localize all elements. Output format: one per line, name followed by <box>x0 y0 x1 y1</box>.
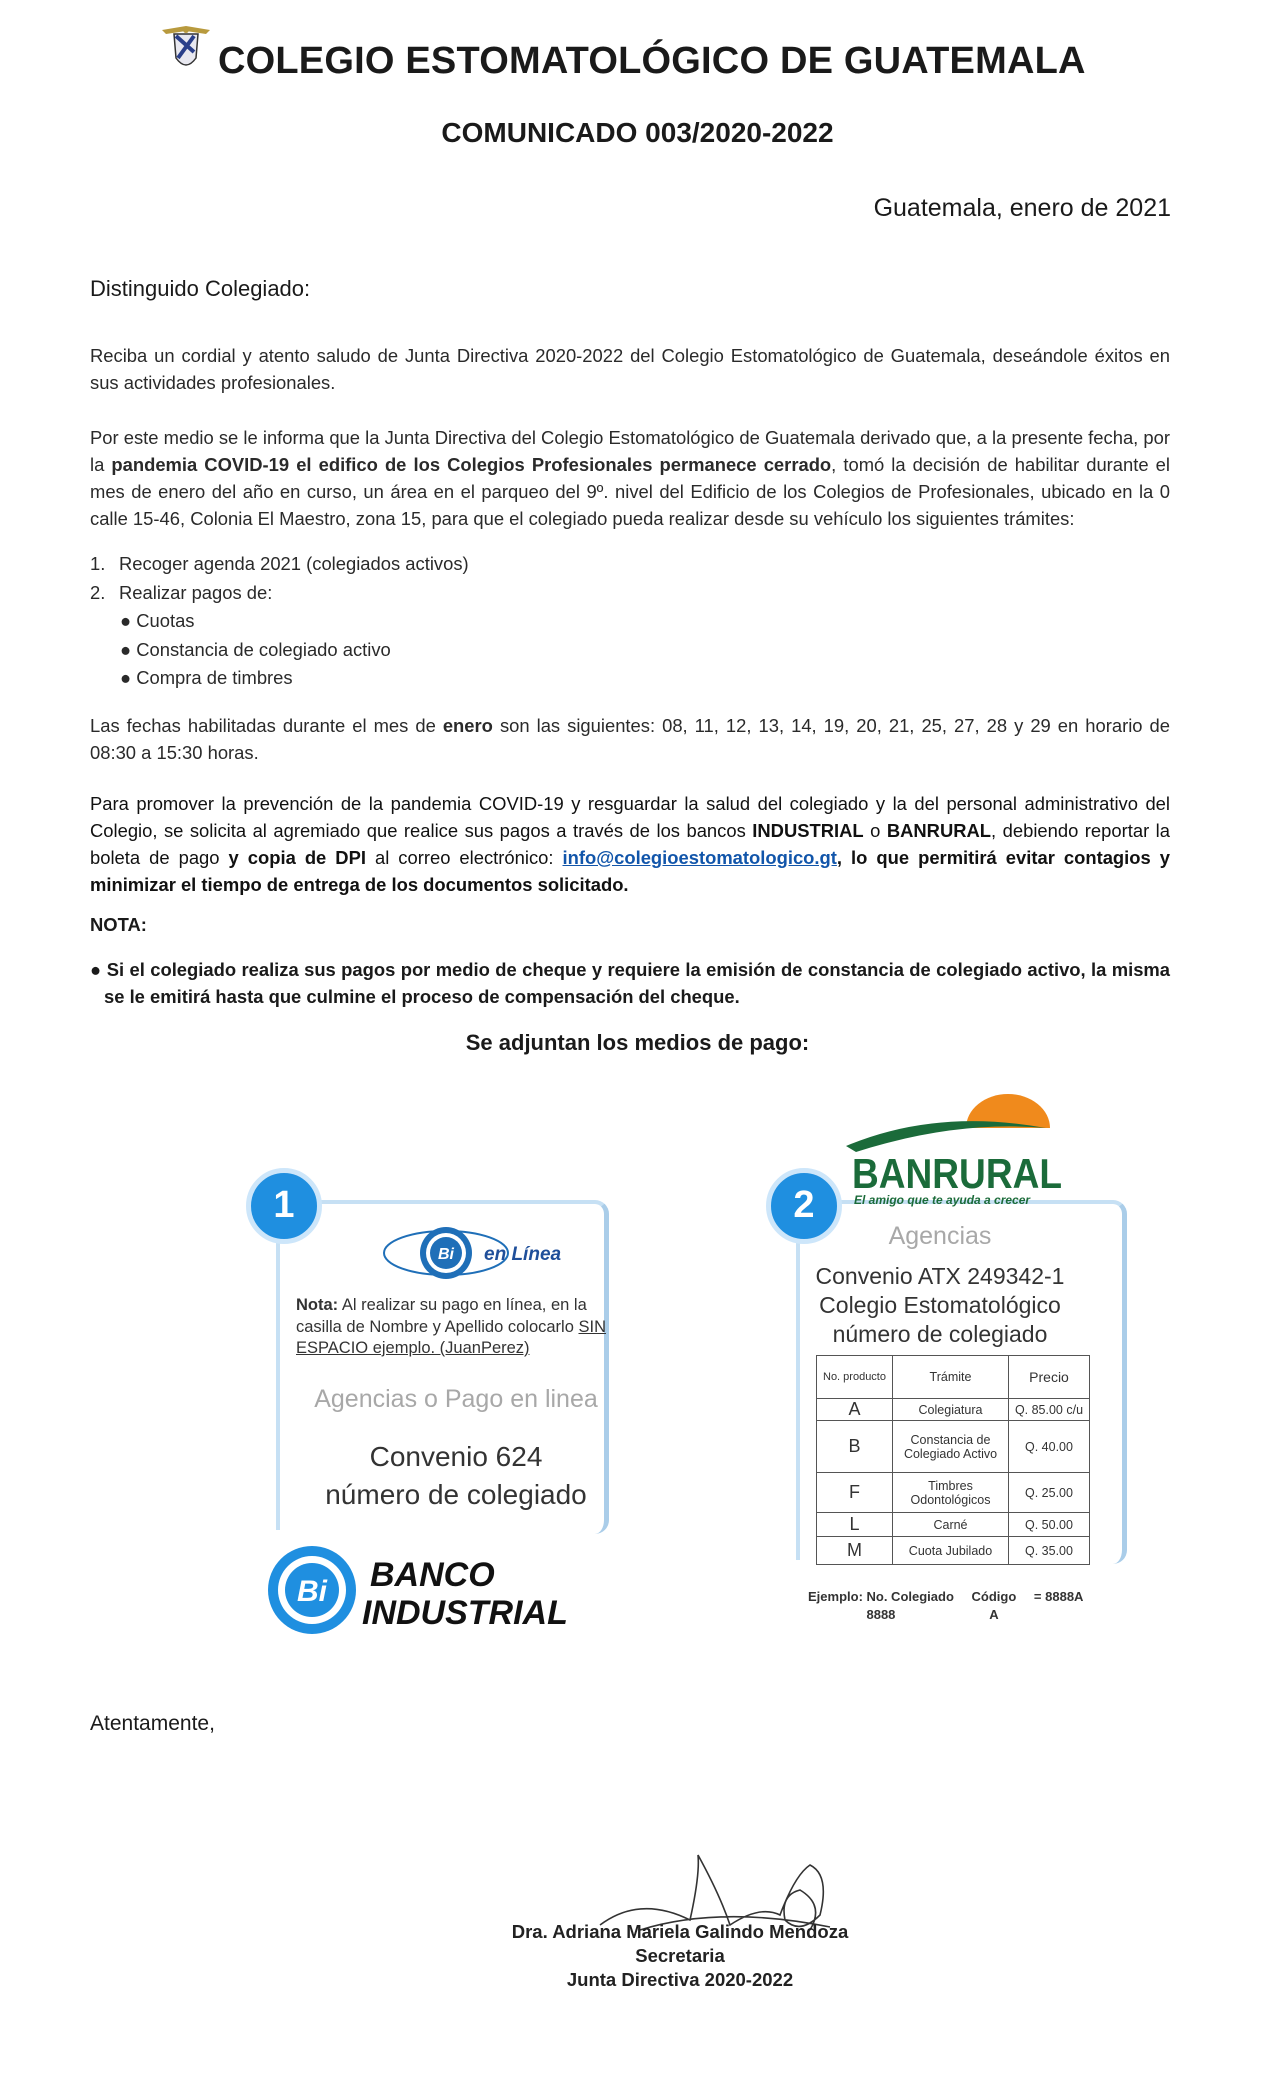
list-item: 1. Recoger agenda 2021 (colegiados activos) <box>90 553 469 574</box>
table-header-row <box>817 1356 1090 1399</box>
svg-text:Bi: Bi <box>438 1246 454 1263</box>
svg-text:Bi: Bi <box>297 1575 327 1608</box>
procedures-list <box>90 550 469 693</box>
svg-text:BANCO: BANCO <box>370 1556 495 1594</box>
svg-text:BANRURAL: BANRURAL <box>852 1150 1062 1197</box>
bi-en-linea-logo <box>376 1218 596 1288</box>
bullet-item: ● Cuotas <box>120 610 195 631</box>
payment-methods-heading: Se adjuntan los medios de pago: <box>465 1030 810 1055</box>
column-header: Trámite <box>893 1356 1009 1399</box>
signer-board: Junta Directiva 2020-2022 <box>566 1969 794 1990</box>
note-text: ● Si el colegiado realiza sus pagos por medio de cheque y requiere la emisión de constancia de colegiado activo, la misma se le emitirá hasta que culmine el proceso de compensación del cheque. <box>90 959 1171 1007</box>
product-price-table <box>816 1355 1090 1565</box>
bullet-item: ● Constancia de colegiado activo <box>120 638 391 660</box>
step-1-badge: 1 <box>246 1168 322 1244</box>
column-header: No. producto <box>817 1356 893 1399</box>
paragraph-payment-instructions: Para promover la prevención de la pandemia COVID-19 y resguardar la salud del colegiado y la del personal administrativo del Colegio, se solicita al agremiado que realice sus pagos a través de los bancos INDUSTRIAL o BANRURAL, debiendo reportar la boleta de pago y copia de DPI al correo electrónico: info@colegioestomatologico.gt, lo que permitirá evitar contagios y minimizar el tiempo de entrega de los documentos solicitado. <box>90 793 1170 895</box>
card1-agencias: Agencias o Pago en linea <box>314 1385 598 1413</box>
email-link[interactable]: info@colegioestomatologico.gt <box>562 847 837 868</box>
paragraph-dates: Las fechas habilitadas durante el mes de enero son las siguientes: 08, 11, 12, 13, 14, 19, 20, 21, 25, 27, 28 y 29 en horario de 08:30 a 15:30 horas. <box>90 715 1171 763</box>
greeting: Distinguido Colegiado: <box>90 276 311 301</box>
example-line: Ejemplo: No. Colegiado 8888 Código A = 8888A <box>808 1589 1084 1622</box>
table-row: L Carné Q. 50.00 <box>817 1513 1090 1537</box>
card1-convenio: Convenio 624 número de colegiado <box>325 1441 587 1510</box>
paragraph-salutation: Reciba un cordial y atento saludo de Junta Directiva 2020-2022 del Colegio Estomatológico de Guatemala, deseándole éxitos en sus actividades profesionales. <box>90 345 1170 393</box>
paragraph-announcement: Por este medio se le informa que la Junta Directiva del Colegio Estomatológico de Guatemala derivado que, a la presente fecha, por la pandemia COVID-19 el edifico de los Colegios Profesionales permanece cerrado, tomó la decisión de habilitar durante el mes de enero del año en curso, un área en el parqueo del 9º. nivel del Edificio de los Colegios de Profesionales, ubicado en la 0 calle 15-46, Colonia El Maestro, zona 15, para que el colegiado pueda realizar desde su vehículo los siguientes trámites: <box>90 427 1170 529</box>
note-label: NOTA: <box>90 914 147 935</box>
online-payment-note: Nota: Al realizar su pago en línea, en la casilla de Nombre y Apellido colocarlo SIN ESPACIO ejemplo. (JuanPerez) <box>296 1296 606 1357</box>
document-number: COMUNICADO 003/2020-2022 <box>441 117 834 148</box>
table-row: F Timbres Odontológicos Q. 25.00 <box>817 1473 1090 1513</box>
organization-title: COLEGIO ESTOMATOLÓGICO DE GUATEMALA <box>218 40 1086 82</box>
signer-role: Secretaria <box>635 1945 725 1966</box>
bullet-item: ● Compra de timbres <box>120 667 293 688</box>
banrural-logo <box>846 1088 1086 1208</box>
table-row: A Colegiatura Q. 85.00 c/u <box>817 1399 1090 1421</box>
step-2-badge: 2 <box>766 1168 842 1244</box>
list-item: 2. Realizar pagos de: <box>90 581 273 603</box>
closing: Atentamente, <box>90 1712 215 1735</box>
signer-name: Dra. Adriana Mariela Galindo Mendoza <box>511 1921 849 1942</box>
college-crest-logo <box>156 22 216 78</box>
card2-convenio: Convenio ATX 249342-1 Colegio Estomatológico número de colegiado <box>815 1263 1065 1347</box>
banco-industrial-logo <box>262 1540 622 1640</box>
svg-text:El amigo que te ayuda a crecer: El amigo que te ayuda a crecer <box>854 1193 1031 1207</box>
column-header: Precio <box>1009 1356 1090 1399</box>
signature-block <box>500 1920 860 1992</box>
svg-text:INDUSTRIAL: INDUSTRIAL <box>362 1594 568 1632</box>
svg-text:en Línea: en Línea <box>484 1244 562 1265</box>
place-date: Guatemala, enero de 2021 <box>873 194 1171 222</box>
table-row: M Cuota Jubilado Q. 35.00 <box>817 1537 1090 1565</box>
card2-agencias: Agencias <box>888 1222 992 1250</box>
table-row: B Constancia de Colegiado Activo Q. 40.00 <box>817 1421 1090 1473</box>
